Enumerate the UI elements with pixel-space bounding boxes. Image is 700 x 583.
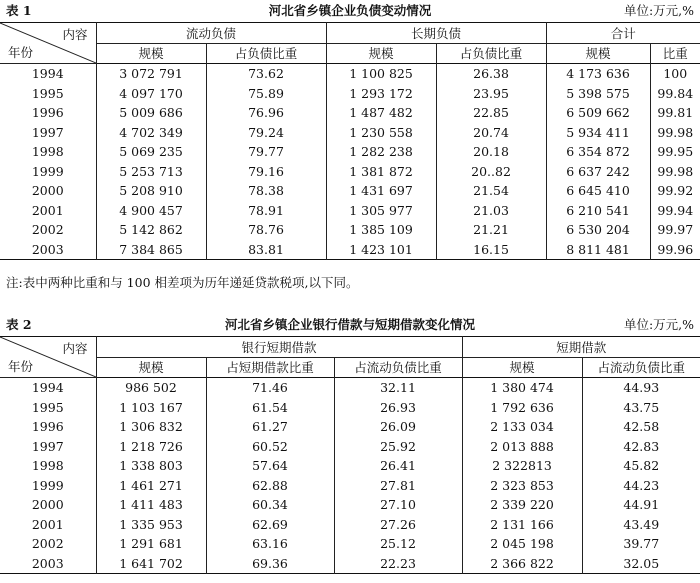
table1-value-cell: 4 097 170 [96,84,206,104]
table1-value-cell: 78.38 [206,181,326,201]
table2-stub-bottom: 年份 [8,359,34,374]
table1-row [0,181,700,201]
table1-value-cell: 76.96 [206,103,326,123]
table1-value-cell: 7 384 865 [96,240,206,260]
table1-value-cell: 16.15 [436,240,546,260]
table2-value-cell: 69.36 [206,554,334,574]
table2-column-header: 占流动负债比重 [334,357,462,378]
table2-column-header: 占流动负债比重 [597,360,686,376]
table1-row [0,84,700,104]
table1-label: 表 1 [6,3,32,18]
table1-value-cell: 26.38 [436,64,546,84]
table2-year-cell: 1999 [0,476,96,496]
table1-year-cell: 1996 [0,103,96,123]
table1-value-cell: 1 230 558 [326,123,436,143]
table1-value-cell: 79.77 [206,142,326,162]
table1-row [0,64,700,84]
table1-value-cell: 99.96 [657,241,694,257]
table2-year-cell: 2001 [0,515,96,535]
table1-row [0,201,700,221]
table2-value-cell: 1 461 271 [96,476,206,496]
table1-value-cell: 5 398 575 [546,84,650,104]
table1-row [0,142,700,162]
table2-group-header: 短期借款 [462,337,700,358]
table1-value-cell: 5 142 862 [96,220,206,240]
table2-value-cell: 60.52 [206,437,334,457]
table1-value-cell: 1 293 172 [326,84,436,104]
table2-value-cell: 1 335 953 [96,515,206,535]
table1-stub-header [0,23,96,64]
table2-label: 表 2 [6,317,32,332]
table1-row [0,123,700,143]
table2-value-cell: 1 411 483 [96,495,206,515]
table2-value-cell: 1 291 681 [96,534,206,554]
table2-year-cell: 1997 [0,437,96,457]
table2-value-cell: 44.91 [623,497,660,513]
table2-value-cell: 1 792 636 [462,398,582,418]
table2-value-cell: 2 339 220 [462,495,582,515]
table1-row [0,240,700,260]
table2-value-cell: 27.81 [334,476,462,496]
table1-value-cell: 5 934 411 [546,123,650,143]
table2-row [0,495,700,515]
table1-value-cell: 5 208 910 [96,181,206,201]
table2-value-cell: 22.23 [334,554,462,574]
table1-column-header: 规模 [546,43,650,64]
table1-value-cell: 79.24 [206,123,326,143]
table1-value-cell: 21.03 [436,201,546,221]
table2-value-cell: 1 218 726 [96,437,206,457]
table1-value-cell: 3 072 791 [96,64,206,84]
table2-value-cell: 44.23 [623,477,660,493]
table2-value-cell: 2 366 822 [462,554,582,574]
table2-value-cell: 986 502 [96,378,206,398]
table1-value-cell: 99.98 [657,124,694,140]
table2-row [0,554,700,574]
table1-value-cell: 4 702 349 [96,123,206,143]
table2-value-cell: 32.05 [623,555,660,571]
table2-value-cell: 42.58 [623,419,660,435]
table1-value-cell: 1 282 238 [326,142,436,162]
table1-value-cell: 6 354 872 [546,142,650,162]
table1-value-cell: 75.89 [206,84,326,104]
table1-stub-top: 内容 [62,27,88,42]
table1-value-cell: 83.81 [206,240,326,260]
table2-value-cell: 57.64 [206,456,334,476]
table1-stub-bottom: 年份 [8,45,34,60]
table1-value-cell: 79.16 [206,162,326,182]
table1-value-cell: 6 637 242 [546,162,650,182]
table2-year-cell: 1998 [0,456,96,476]
table1-value-cell: 4 173 636 [546,64,650,84]
table2-column-header: 占短期借款比重 [206,357,334,378]
table2-value-cell: 61.54 [206,398,334,418]
table2-value-cell: 26.41 [334,456,462,476]
table1-column-header: 比重 [662,46,688,62]
table2-year-cell: 2002 [0,534,96,554]
table2-value-cell: 2 131 166 [462,515,582,535]
table1-value-cell: 6 210 541 [546,201,650,221]
table2-row [0,417,700,437]
table1-value-cell: 21.21 [436,220,546,240]
table1-note: 注:表中两种比重和与 100 相差项为历年递延贷款税项,以下同。 [6,275,359,290]
table2-value-cell: 44.93 [623,380,660,396]
table1-value-cell: 5 009 686 [96,103,206,123]
table2-value-cell: 25.92 [334,437,462,457]
table2-value-cell: 1 641 702 [96,554,206,574]
table1 [0,22,700,260]
table1-row [0,103,700,123]
table2-value-cell: 1 306 832 [96,417,206,437]
table1-group-header: 长期负债 [326,23,546,44]
table1-value-cell: 23.95 [436,84,546,104]
table1-value-cell: 78.76 [206,220,326,240]
table1-value-cell: 73.62 [206,64,326,84]
table1-year-cell: 2002 [0,220,96,240]
table2 [0,336,700,574]
table1-row [0,220,700,240]
table1-value-cell: 99.81 [657,105,694,121]
table2-unit: 单位:万元,% [623,317,694,332]
table1-value-cell: 5 069 235 [96,142,206,162]
table1-caption [0,2,700,20]
table2-row [0,378,700,398]
table1-value-cell: 99.95 [657,144,694,160]
table2-value-cell: 1 103 167 [96,398,206,418]
table1-value-cell: 1 423 101 [326,240,436,260]
table2-row [0,456,700,476]
table1-value-cell: 1 305 977 [326,201,436,221]
table2-row [0,515,700,535]
table2-value-cell: 71.46 [206,378,334,398]
table2-row [0,437,700,457]
table1-value-cell: 20..82 [436,162,546,182]
table2-year-cell: 1995 [0,398,96,418]
table1-value-cell: 8 811 481 [546,240,650,260]
table2-value-cell: 63.16 [206,534,334,554]
table2-value-cell: 1 380 474 [462,378,582,398]
table2-value-cell: 25.12 [334,534,462,554]
table1-year-cell: 1997 [0,123,96,143]
table1-value-cell: 20.18 [436,142,546,162]
table1-row [0,162,700,182]
table2-year-cell: 2000 [0,495,96,515]
table1-value-cell: 78.91 [206,201,326,221]
table2-year-cell: 1994 [0,378,96,398]
table1-column-header: 占负债比重 [206,43,326,64]
table2-value-cell: 62.88 [206,476,334,496]
table2-value-cell: 42.83 [623,438,660,454]
table1-year-cell: 1999 [0,162,96,182]
table2-row [0,534,700,554]
table2-value-cell: 26.09 [334,417,462,437]
table1-column-header: 占负债比重 [436,43,546,64]
table2-value-cell: 43.75 [623,399,660,415]
table1-value-cell: 1 100 825 [326,64,436,84]
table1-year-cell: 1994 [0,64,96,84]
table1-value-cell: 1 431 697 [326,181,436,201]
table2-column-header: 规模 [462,357,582,378]
table1-value-cell: 5 253 713 [96,162,206,182]
table1-value-cell: 6 509 662 [546,103,650,123]
table2-value-cell: 2 045 198 [462,534,582,554]
table2-year-cell: 1996 [0,417,96,437]
table1-value-cell: 1 385 109 [326,220,436,240]
table1-value-cell: 99.98 [657,163,694,179]
table2-value-cell: 2 322813 [462,456,582,476]
table2-title: 河北省乡镇企业银行借款与短期借款变化情况 [224,317,475,332]
table2-value-cell: 61.27 [206,417,334,437]
table1-year-cell: 1995 [0,84,96,104]
table1-value-cell: 4 900 457 [96,201,206,221]
table2-year-cell: 2003 [0,554,96,574]
table1-year-cell: 2000 [0,181,96,201]
table1-column-header: 规模 [326,43,436,64]
table2-value-cell: 39.77 [623,536,660,552]
table2-value-cell: 2 013 888 [462,437,582,457]
table1-value-cell: 6 530 204 [546,220,650,240]
table1-year-cell: 2003 [0,240,96,260]
table1-group-header: 合计 [546,23,700,44]
table1-column-header: 规模 [96,43,206,64]
table1-value-cell: 6 645 410 [546,181,650,201]
table1-value-cell: 99.92 [657,183,694,199]
table1-value-cell: 1 487 482 [326,103,436,123]
table1-value-cell: 22.85 [436,103,546,123]
table1-group-header: 流动负债 [96,23,326,44]
table2-value-cell: 45.82 [623,458,660,474]
table2-caption [0,316,700,334]
table1-value-cell: 21.54 [436,181,546,201]
table1-unit: 单位:万元,% [623,3,694,18]
table2-value-cell: 43.49 [623,516,660,532]
table2-value-cell: 26.93 [334,398,462,418]
table1-title: 河北省乡镇企业负债变动情况 [268,3,432,18]
table1-value-cell: 99.97 [657,222,694,238]
table2-value-cell: 1 338 803 [96,456,206,476]
table2-group-header: 银行短期借款 [96,337,462,358]
table2-stub-top: 内容 [62,341,88,356]
table2-value-cell: 2 133 034 [462,417,582,437]
table1-value-cell: 1 381 872 [326,162,436,182]
table1-value-cell: 20.74 [436,123,546,143]
table2-stub-header [0,337,96,378]
table2-value-cell: 32.11 [334,378,462,398]
table2-value-cell: 27.10 [334,495,462,515]
table1-value-cell: 100 [663,66,688,82]
table1-year-cell: 1998 [0,142,96,162]
table2-row [0,476,700,496]
table2-value-cell: 62.69 [206,515,334,535]
table1-value-cell: 99.84 [657,85,694,101]
table2-column-header: 规模 [96,357,206,378]
table1-value-cell: 99.94 [657,202,694,218]
table2-value-cell: 2 323 853 [462,476,582,496]
table2-value-cell: 27.26 [334,515,462,535]
table1-year-cell: 2001 [0,201,96,221]
table2-row [0,398,700,418]
table2-value-cell: 60.34 [206,495,334,515]
